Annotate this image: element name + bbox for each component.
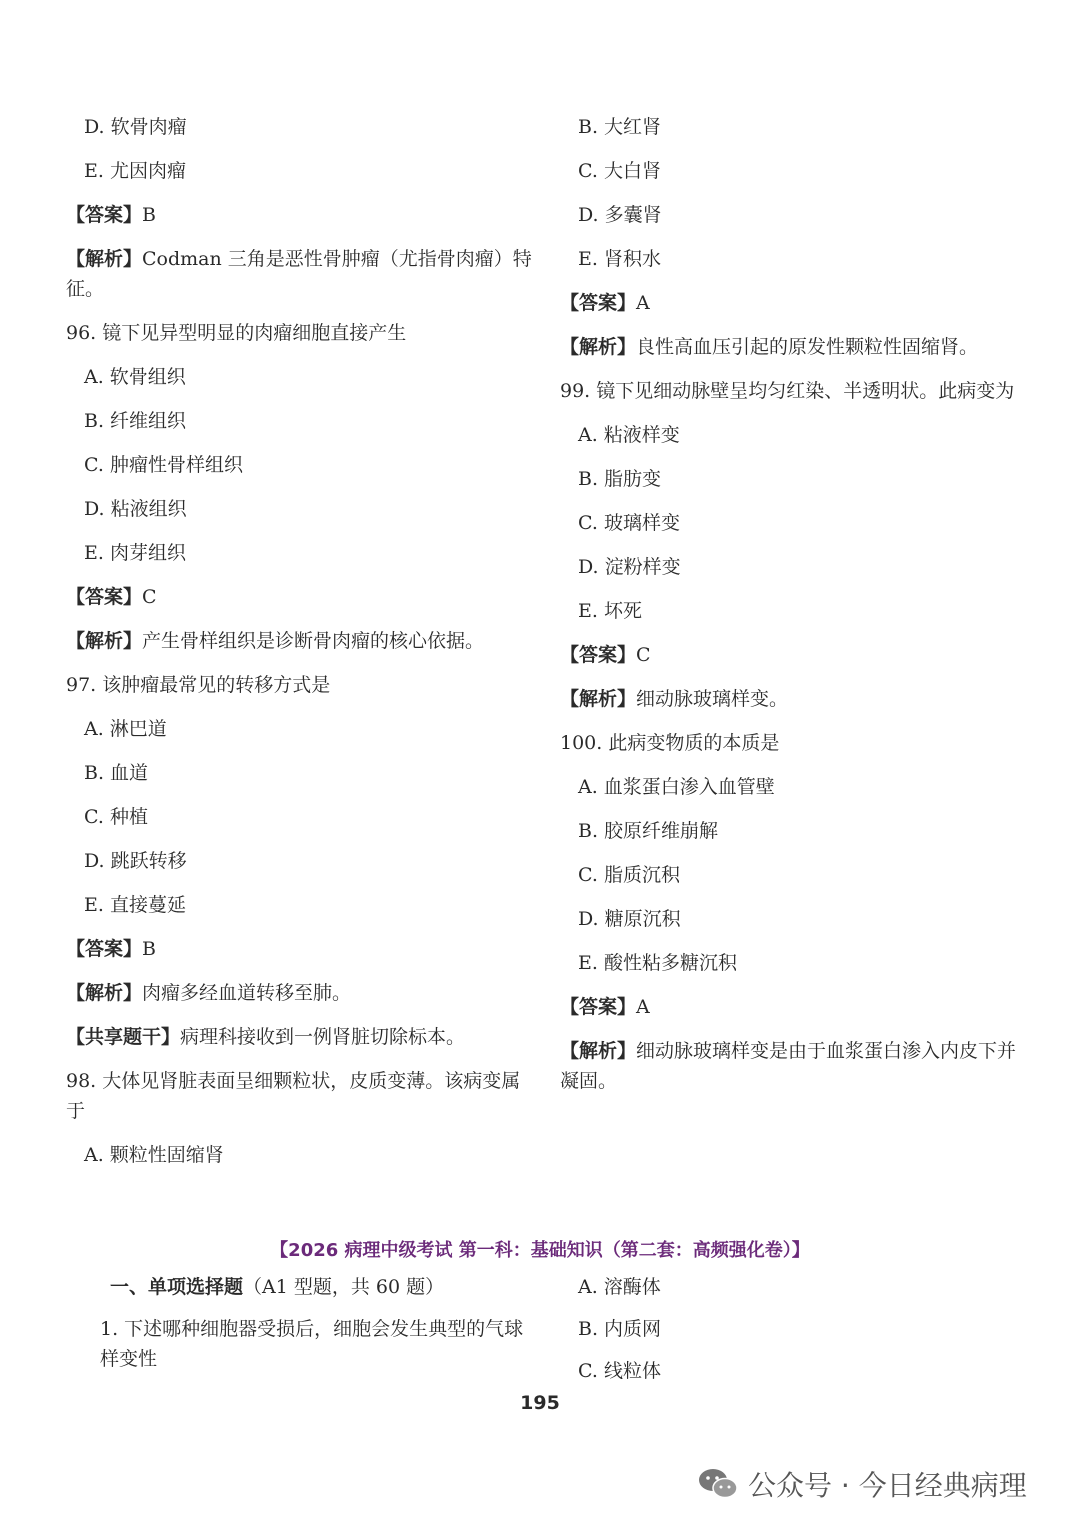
option-b: B. 内质网 xyxy=(578,1318,662,1340)
option-text: E. 肉芽组织 xyxy=(84,542,186,564)
option-line xyxy=(66,362,536,392)
option-line xyxy=(560,860,1030,890)
option-text: A. 粘液样变 xyxy=(578,424,680,446)
analysis-tag: 【解析】 xyxy=(560,688,637,710)
analysis-line xyxy=(560,332,1030,362)
shared-text: 病理科接收到一例肾脏切除标本。 xyxy=(180,1026,466,1048)
option-line xyxy=(560,948,1030,978)
answer-tag: 【答案】 xyxy=(560,644,637,666)
answer-line xyxy=(66,934,536,964)
option-line xyxy=(560,816,1030,846)
analysis-text: 产生骨样组织是诊断骨肉瘤的核心依据。 xyxy=(142,630,485,652)
option-text: C. 大白肾 xyxy=(578,160,661,182)
option-text: A. 淋巴道 xyxy=(84,718,167,740)
question-text: 97. 该肿瘤最常见的转移方式是 xyxy=(66,674,331,696)
option-text: C. 种植 xyxy=(84,806,148,828)
option-line xyxy=(66,406,536,436)
analysis-tag: 【解析】 xyxy=(560,336,637,358)
option-text: D. 软骨肉瘤 xyxy=(84,116,187,138)
option-line xyxy=(560,772,1030,802)
analysis-tag: 【解析】 xyxy=(560,1040,637,1062)
analysis-text: 肉瘤多经血道转移至肺。 xyxy=(142,982,352,1004)
answer-line xyxy=(66,200,536,230)
option-line xyxy=(560,596,1030,626)
analysis-text: 细动脉玻璃样变。 xyxy=(636,688,789,710)
option-line xyxy=(66,494,536,524)
analysis-text: Codman 三角是恶性骨肿瘤（尤指骨肉瘤）特征。 xyxy=(66,248,532,300)
answer-tag: 【答案】 xyxy=(66,204,143,226)
question-text: 100. 此病变物质的本质是 xyxy=(560,732,780,754)
option-line xyxy=(560,420,1030,450)
answer-tag: 【答案】 xyxy=(560,292,637,314)
option-line xyxy=(560,904,1030,934)
answer-tag: 【答案】 xyxy=(66,938,143,960)
question-line xyxy=(66,318,536,348)
option-text: E. 尤因肉瘤 xyxy=(84,160,186,182)
option-text: B. 大红肾 xyxy=(578,116,662,138)
option-line xyxy=(560,200,1030,230)
shared-tag: 【共享题干】 xyxy=(66,1026,181,1048)
answer-line xyxy=(560,640,1030,670)
option-line xyxy=(560,508,1030,538)
shared-line xyxy=(66,1022,536,1052)
option-text: E. 坏死 xyxy=(578,600,642,622)
answer-text: C xyxy=(142,586,157,608)
analysis-tag: 【解析】 xyxy=(66,630,143,652)
section-note: （A1 型题，共 60 题） xyxy=(243,1276,445,1298)
option-text: D. 多囊肾 xyxy=(578,204,662,226)
watermark xyxy=(698,1462,1027,1506)
option-text: D. 粘液组织 xyxy=(84,498,187,520)
question-1: 1. 下述哪种细胞器受损后，细胞会发生典型的气球样变性 xyxy=(100,1318,524,1370)
watermark-text: 公众号 · 今日经典病理 xyxy=(748,1469,1027,1502)
option-line xyxy=(66,802,536,832)
analysis-text: 细动脉玻璃样变是由于血浆蛋白渗入内皮下并凝固。 xyxy=(560,1040,1017,1092)
section-heading xyxy=(100,1272,540,1302)
page-number: 195 xyxy=(520,1392,560,1414)
option-line xyxy=(66,714,536,744)
question-line xyxy=(66,670,536,700)
option-text: B. 胶原纤维崩解 xyxy=(578,820,719,842)
answer-text: B xyxy=(142,204,156,226)
question-text: 96. 镜下见异型明显的肉瘤细胞直接产生 xyxy=(66,322,407,344)
exam-section-title: 【2026 病理中级考试 第一科：基础知识（第二套：高频强化卷）】 xyxy=(270,1240,810,1261)
analysis-tag: 【解析】 xyxy=(66,982,143,1004)
answer-line xyxy=(560,288,1030,318)
answer-line xyxy=(66,582,536,612)
option-line xyxy=(560,112,1030,142)
question-line xyxy=(66,1066,536,1126)
analysis-line xyxy=(66,978,536,1008)
option-text: C. 肿瘤性骨样组织 xyxy=(84,454,243,476)
analysis-tag: 【解析】 xyxy=(66,248,143,270)
option-line xyxy=(66,758,536,788)
question-line xyxy=(560,728,1030,758)
option-text: B. 纤维组织 xyxy=(84,410,187,432)
option-text: B. 脂肪变 xyxy=(578,468,662,490)
left-column xyxy=(66,112,536,1184)
answer-text: A xyxy=(636,996,650,1018)
answer-text: A xyxy=(636,292,650,314)
option-text: D. 淀粉样变 xyxy=(578,556,681,578)
option-c: C. 线粒体 xyxy=(578,1360,661,1382)
option-text: B. 血道 xyxy=(84,762,149,784)
bottom-right-column xyxy=(560,1272,860,1398)
bottom-left-column xyxy=(100,1272,540,1386)
question-text: 99. 镜下见细动脉壁呈均匀红染、半透明状。此病变为 xyxy=(560,380,1015,402)
option-line xyxy=(66,112,536,142)
option-line xyxy=(560,156,1030,186)
option-text: A. 软骨组织 xyxy=(84,366,186,388)
analysis-line xyxy=(66,626,536,656)
option-line xyxy=(560,464,1030,494)
analysis-line xyxy=(66,244,536,304)
answer-text: C xyxy=(636,644,651,666)
analysis-line xyxy=(560,1036,1030,1096)
option-line xyxy=(66,846,536,876)
option-text: C. 脂质沉积 xyxy=(578,864,680,886)
right-column xyxy=(560,112,1030,1110)
answer-line xyxy=(560,992,1030,1022)
option-line xyxy=(560,244,1030,274)
option-line xyxy=(66,890,536,920)
option-line xyxy=(560,552,1030,582)
option-line xyxy=(66,450,536,480)
answer-tag: 【答案】 xyxy=(560,996,637,1018)
wechat-icon xyxy=(698,1467,738,1501)
question-text: 98. 大体见肾脏表面呈细颗粒状，皮质变薄。该病变属于 xyxy=(66,1070,521,1122)
option-text: C. 玻璃样变 xyxy=(578,512,680,534)
option-text: E. 酸性粘多糖沉积 xyxy=(578,952,737,974)
section-title: 一、单项选择题 xyxy=(110,1276,244,1298)
option-text: D. 跳跃转移 xyxy=(84,850,187,872)
question-line xyxy=(560,376,1030,406)
answer-tag: 【答案】 xyxy=(66,586,143,608)
analysis-text: 良性高血压引起的原发性颗粒性固缩肾。 xyxy=(636,336,979,358)
option-line xyxy=(66,538,536,568)
option-text: A. 颗粒性固缩肾 xyxy=(84,1144,224,1166)
option-a: A. 溶酶体 xyxy=(578,1276,661,1298)
option-text: E. 肾积水 xyxy=(578,248,661,270)
option-line xyxy=(66,1140,536,1170)
option-text: E. 直接蔓延 xyxy=(84,894,186,916)
option-text: A. 血浆蛋白渗入血管壁 xyxy=(578,776,775,798)
analysis-line xyxy=(560,684,1030,714)
option-text: D. 糖原沉积 xyxy=(578,908,681,930)
answer-text: B xyxy=(142,938,156,960)
option-line xyxy=(66,156,536,186)
